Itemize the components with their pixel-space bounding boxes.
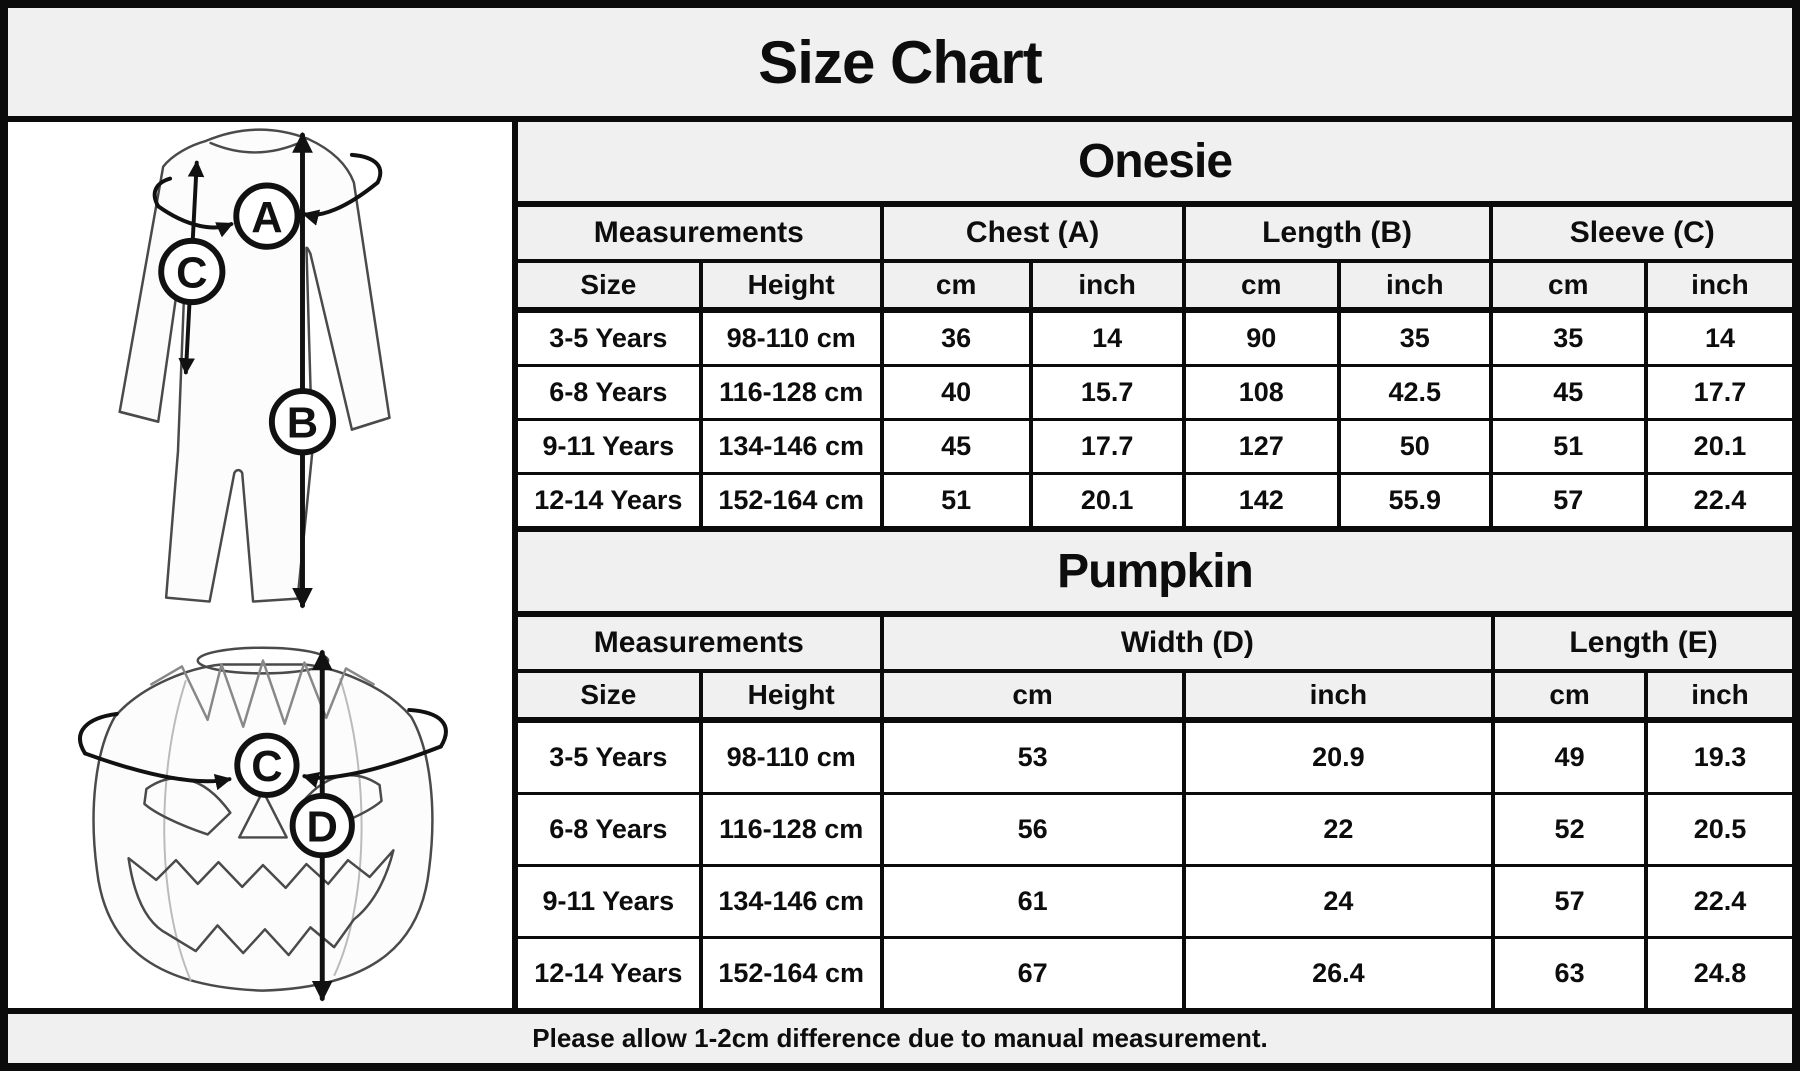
pumpkin-subheader-row bbox=[518, 673, 1792, 723]
onesie-cell-r0-c0: 3-5 Years bbox=[518, 313, 703, 364]
pumpkin-cell-r1-c2: 56 bbox=[884, 795, 1186, 864]
onesie-cell-r3-c7: 22.4 bbox=[1693, 485, 1747, 515]
pumpkin-cell-r1-c3: 22 bbox=[1186, 795, 1496, 864]
content-body bbox=[8, 122, 1792, 1008]
pumpkin-table-row-3 bbox=[518, 939, 1792, 1008]
onesie-cell-r3-c4: 142 bbox=[1186, 475, 1341, 526]
pumpkin-cell-r0-c3: 20.9 bbox=[1186, 723, 1496, 792]
onesie-subheader-5: inch bbox=[1341, 263, 1493, 307]
onesie-subheader-7: inch bbox=[1691, 269, 1749, 300]
pumpkin-outline bbox=[94, 664, 433, 990]
onesie-cell-r1-c7: 17.7 bbox=[1693, 377, 1747, 407]
chest-arc-back-right bbox=[352, 155, 380, 183]
pumpkin-cell-r2-c0: 9-11 Years bbox=[518, 867, 703, 936]
pumpkin-cell-r3-c0: 12-14 Years bbox=[518, 939, 703, 1008]
onesie-section-title: Onesie bbox=[518, 122, 1792, 207]
pumpkin-group-header-0: Measurements bbox=[518, 617, 884, 669]
onesie-cell-r2-c6: 51 bbox=[1493, 421, 1648, 472]
onesie-cell-r0-c5: 35 bbox=[1341, 313, 1493, 364]
pumpkin-subheader-1: Height bbox=[703, 673, 884, 717]
pumpkin-subheader-2: cm bbox=[884, 673, 1186, 717]
pumpkin-width-letter: C bbox=[251, 742, 283, 791]
onesie-cell-r2-c3: 17.7 bbox=[1033, 421, 1186, 472]
onesie-cell-r3-c5: 55.9 bbox=[1341, 475, 1493, 526]
onesie-table-row-3 bbox=[518, 475, 1792, 532]
onesie-cell-r0-c6: 35 bbox=[1493, 313, 1648, 364]
pumpkin-group-header-1: Width (D) bbox=[884, 617, 1496, 669]
pumpkin-diagram bbox=[8, 623, 512, 1018]
onesie-subheader-row bbox=[518, 263, 1792, 313]
onesie-subheader-2: cm bbox=[884, 263, 1033, 307]
footer-note: Please allow 1-2cm difference due to manual measurement. bbox=[532, 1023, 1268, 1053]
onesie-cell-r2-c4: 127 bbox=[1186, 421, 1341, 472]
tables-panel bbox=[518, 122, 1792, 1008]
diagram-panel bbox=[8, 122, 518, 1008]
onesie-cell-r1-c3: 15.7 bbox=[1033, 367, 1186, 418]
onesie-group-header-3: Sleeve (C) bbox=[1569, 216, 1715, 249]
onesie-group-header-row bbox=[518, 207, 1792, 263]
onesie-cell-r3-c0: 12-14 Years bbox=[518, 475, 703, 526]
pumpkin-cell-r2-c5: 22.4 bbox=[1693, 886, 1747, 916]
pumpkin-cell-r3-c4: 63 bbox=[1495, 939, 1648, 1008]
onesie-group-header-0: Measurements bbox=[518, 207, 884, 259]
onesie-subheader-1: Height bbox=[703, 263, 884, 307]
onesie-cell-r3-c6: 57 bbox=[1493, 475, 1648, 526]
pumpkin-cell-r2-c4: 57 bbox=[1495, 867, 1648, 936]
pumpkin-cell-r2-c2: 61 bbox=[884, 867, 1186, 936]
pumpkin-cell-r1-c5: 20.5 bbox=[1693, 814, 1747, 844]
pumpkin-table-row-0 bbox=[518, 723, 1792, 795]
onesie-table-row-1 bbox=[518, 367, 1792, 421]
pumpkin-cell-r3-c3: 26.4 bbox=[1186, 939, 1496, 1008]
pumpkin-group-header-2: Length (E) bbox=[1569, 626, 1718, 659]
pumpkin-cell-r0-c4: 49 bbox=[1495, 723, 1648, 792]
pumpkin-cell-r0-c0: 3-5 Years bbox=[518, 723, 703, 792]
pumpkin-subheader-5: inch bbox=[1691, 679, 1749, 710]
onesie-cell-r1-c4: 108 bbox=[1186, 367, 1341, 418]
pumpkin-subheader-4: cm bbox=[1495, 673, 1648, 717]
onesie-group-header-2: Length (B) bbox=[1186, 207, 1493, 259]
onesie-diagram bbox=[8, 122, 512, 623]
onesie-cell-r3-c2: 51 bbox=[884, 475, 1033, 526]
onesie-diagram-svg bbox=[8, 122, 512, 623]
onesie-cell-r1-c1: 116-128 cm bbox=[703, 367, 884, 418]
onesie-table-row-2 bbox=[518, 421, 1792, 475]
onesie-cell-r1-c5: 42.5 bbox=[1341, 367, 1493, 418]
onesie-subheader-4: cm bbox=[1186, 263, 1341, 307]
pumpkin-cell-r2-c3: 24 bbox=[1186, 867, 1496, 936]
onesie-cell-r0-c2: 36 bbox=[884, 313, 1033, 364]
onesie-cell-r0-c4: 90 bbox=[1186, 313, 1341, 364]
onesie-cell-r2-c2: 45 bbox=[884, 421, 1033, 472]
onesie-cell-r2-c5: 50 bbox=[1341, 421, 1493, 472]
pumpkin-cell-r3-c5: 24.8 bbox=[1693, 958, 1747, 988]
onesie-cell-r1-c2: 40 bbox=[884, 367, 1033, 418]
onesie-cell-r0-c3: 14 bbox=[1033, 313, 1186, 364]
pumpkin-group-header-row bbox=[518, 617, 1792, 673]
pumpkin-subheader-3: inch bbox=[1186, 673, 1496, 717]
onesie-cell-r3-c1: 152-164 cm bbox=[703, 475, 884, 526]
onesie-cell-r1-c6: 45 bbox=[1493, 367, 1648, 418]
onesie-cell-r2-c7: 20.1 bbox=[1693, 431, 1747, 461]
pumpkin-cell-r0-c1: 98-110 cm bbox=[703, 723, 884, 792]
pumpkin-cell-r3-c1: 152-164 cm bbox=[703, 939, 884, 1008]
pumpkin-cell-r3-c2: 67 bbox=[884, 939, 1186, 1008]
onesie-subheader-6: cm bbox=[1493, 263, 1648, 307]
pumpkin-cell-r0-c5: 19.3 bbox=[1693, 742, 1747, 772]
onesie-cell-r2-c0: 9-11 Years bbox=[518, 421, 703, 472]
onesie-cell-r3-c3: 20.1 bbox=[1033, 475, 1186, 526]
onesie-subheader-3: inch bbox=[1033, 263, 1186, 307]
onesie-table-row-0 bbox=[518, 313, 1792, 367]
onesie-cell-r0-c7: 14 bbox=[1704, 323, 1735, 353]
onesie-cell-r0-c1: 98-110 cm bbox=[703, 313, 884, 364]
onesie-cell-r2-c1: 134-146 cm bbox=[703, 421, 884, 472]
pumpkin-cell-r1-c4: 52 bbox=[1495, 795, 1648, 864]
title-bar bbox=[8, 8, 1792, 122]
onesie-group-header-1: Chest (A) bbox=[884, 207, 1186, 259]
pumpkin-cell-r1-c0: 6-8 Years bbox=[518, 795, 703, 864]
page-title: Size Chart bbox=[758, 28, 1042, 96]
pumpkin-diagram-svg bbox=[8, 623, 512, 1018]
footer-bar bbox=[8, 1008, 1792, 1063]
pumpkin-section-title: Pumpkin bbox=[518, 532, 1792, 617]
sleeve-letter: C bbox=[176, 249, 208, 298]
length-letter: B bbox=[286, 399, 319, 448]
onesie-cell-r1-c0: 6-8 Years bbox=[518, 367, 703, 418]
pumpkin-table-row-1 bbox=[518, 795, 1792, 867]
pumpkin-cell-r1-c1: 116-128 cm bbox=[703, 795, 884, 864]
onesie-subheader-0: Size bbox=[518, 263, 703, 307]
chest-letter: A bbox=[251, 193, 283, 242]
pumpkin-cell-r0-c2: 53 bbox=[884, 723, 1186, 792]
pumpkin-subheader-0: Size bbox=[518, 673, 703, 717]
pumpkin-cell-r2-c1: 134-146 cm bbox=[703, 867, 884, 936]
pumpkin-length-letter: D bbox=[306, 802, 338, 851]
pumpkin-table-row-2 bbox=[518, 867, 1792, 939]
